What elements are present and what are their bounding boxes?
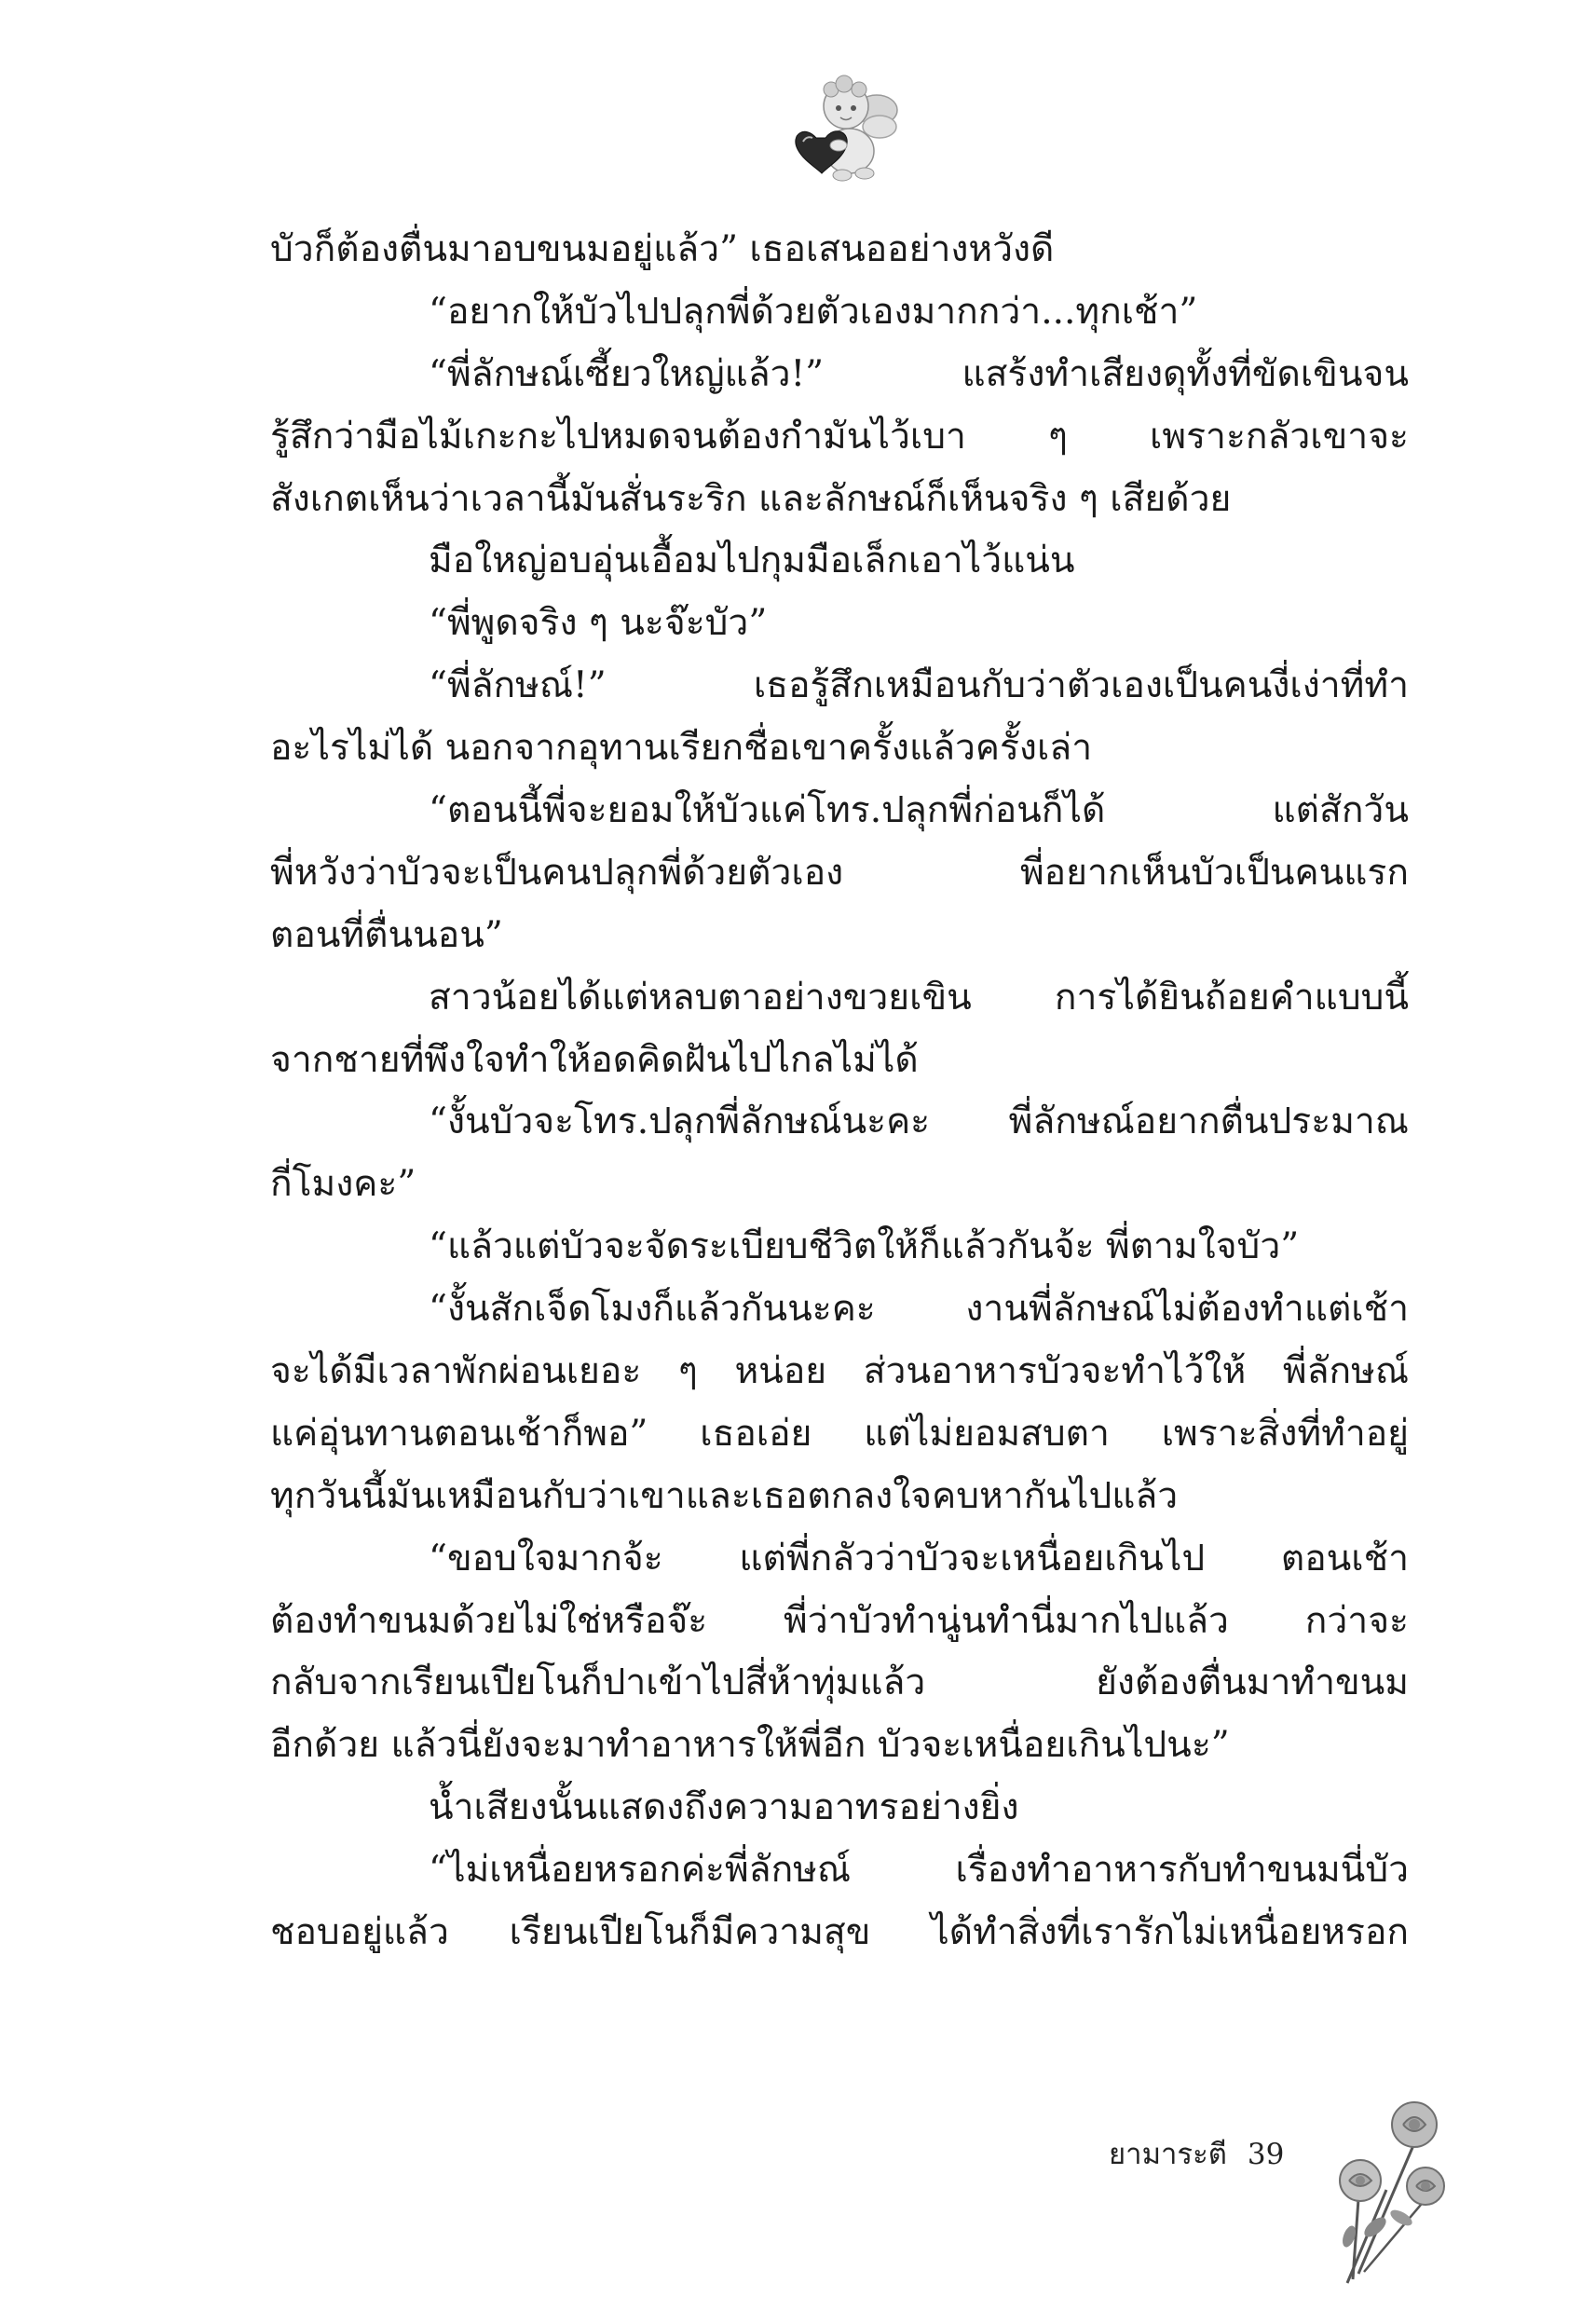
text-line: พี่หวังว่าบัวจะเป็นคนปลุกพี่ด้วยตัวเอง พี่อยากเห็นบัวเป็นคนแรก [270, 851, 1409, 894]
text-line: บัวก็ต้องตื่นมาอบขนมอยู่แล้ว” เธอเสนออย่างหวังดี [270, 228, 1055, 270]
text-line: “พี่ลักษณ์!” เธอรู้สึกเหมือนกับว่าตัวเองเป็นคนงี่เง่าที่ทำ [429, 664, 1409, 707]
text-line: “พี่พูดจริง ๆ นะจ๊ะบัว” [429, 602, 768, 645]
text-line: “ขอบใจมากจ้ะ แต่พี่กลัวว่าบัวจะเหนื่อยเกินไป ตอนเช้า [429, 1537, 1409, 1579]
text-line: จากชายที่พึงใจทำให้อดคิดฝันไปไกลไม่ได้ [270, 1038, 919, 1081]
text-line: “แล้วแต่บัวจะจัดระเบียบชีวิตให้ก็แล้วกันจ้ะ พี่ตามใจบัว” [429, 1225, 1300, 1268]
text-line: สังเกตเห็นว่าเวลานี้มันสั่นระริก และลักษณ์ก็เห็นจริง ๆ เสียด้วย [270, 477, 1232, 520]
text-line: สาวน้อยได้แต่หลบตาอย่างขวยเขิน การได้ยินถ้อยคำแบบนี้ [429, 976, 1409, 1019]
text-line: จะได้มีเวลาพักผ่อนเยอะ ๆ หน่อย ส่วนอาหารบัวจะทำไว้ให้ พี่ลักษณ์ [270, 1350, 1409, 1393]
text-line: “อยากให้บัวไปปลุกพี่ด้วยตัวเองมากกว่า...ทุกเช้า” [429, 290, 1198, 333]
text-line: “งั้นบัวจะโทร.ปลุกพี่ลักษณ์นะคะ พี่ลักษณ์อยากตื่นประมาณ [429, 1101, 1409, 1143]
text-line: “งั้นสักเจ็ดโมงก็แล้วกันนะคะ งานพี่ลักษณ์ไม่ต้องทำแต่เช้า [429, 1288, 1409, 1331]
text-line: อะไรไม่ได้ นอกจากอุทานเรียกชื่อเขาครั้งแล้วครั้งเล่า [270, 727, 1093, 770]
text-line: “ไม่เหนื่อยหรอกค่ะพี่ลักษณ์ เรื่องทำอาหารกับทำขนมนี่บัว [429, 1849, 1409, 1892]
text-line: ทุกวันนี้มันเหมือนกับว่าเขาและเธอตกลงใจคบหากันไปแล้ว [270, 1474, 1179, 1517]
text-line: ตอนที่ตื่นนอน” [270, 913, 503, 956]
rose-bouquet-icon [1321, 2087, 1461, 2292]
text-line: กลับจากเรียนเปียโนก็ปาเข้าไปสี่ห้าทุ่มแล้ว ยังต้องตื่นมาทำขนม [270, 1661, 1409, 1704]
text-line: ต้องทำขนมด้วยไม่ใช่หรือจ๊ะ พี่ว่าบัวทำนู่นทำนี่มากไปแล้ว กว่าจะ [270, 1599, 1409, 1642]
story-text [270, 219, 1409, 1964]
text-line: แค่อุ่นทานตอนเช้าก็พอ” เธอเอ่ย แต่ไม่ยอมสบตา เพราะสิ่งที่ทำอยู่ [270, 1412, 1409, 1455]
cherub-holding-heart-icon [788, 73, 900, 185]
text-line: ชอบอยู่แล้ว เรียนเปียโนก็มีความสุข ได้ทำสิ่งที่เรารักไม่เหนื่อยหรอก [270, 1911, 1409, 1954]
text-line: อีกด้วย แล้วนี่ยังจะมาทำอาหารให้พี่อีก บัวจะเหนื่อยเกินไปนะ” [270, 1724, 1230, 1767]
page-footer [1109, 2130, 1284, 2177]
book-title: ยามาระตี [1109, 2138, 1227, 2171]
page-number: 39 [1247, 2138, 1285, 2171]
text-line: “พี่ลักษณ์เซี้ยวใหญ่แล้ว!” แสร้งทำเสียงดุทั้งที่ขัดเขินจน [429, 352, 1409, 395]
text-line: รู้สึกว่ามือไม้เกะกะไปหมดจนต้องกำมันไว้เบา ๆ เพราะกลัวเขาจะ [270, 415, 1409, 458]
text-line: “ตอนนี้พี่จะยอมให้บัวแค่โทร.ปลุกพี่ก่อนก็ได้ แต่สักวัน [429, 789, 1409, 832]
text-line: กี่โมงคะ” [270, 1163, 416, 1206]
text-line: น้ำเสียงนั้นแสดงถึงความอาทรอย่างยิ่ง [429, 1786, 1019, 1829]
text-line: มือใหญ่อบอุ่นเอื้อมไปกุมมือเล็กเอาไว้แน่น [429, 540, 1075, 582]
